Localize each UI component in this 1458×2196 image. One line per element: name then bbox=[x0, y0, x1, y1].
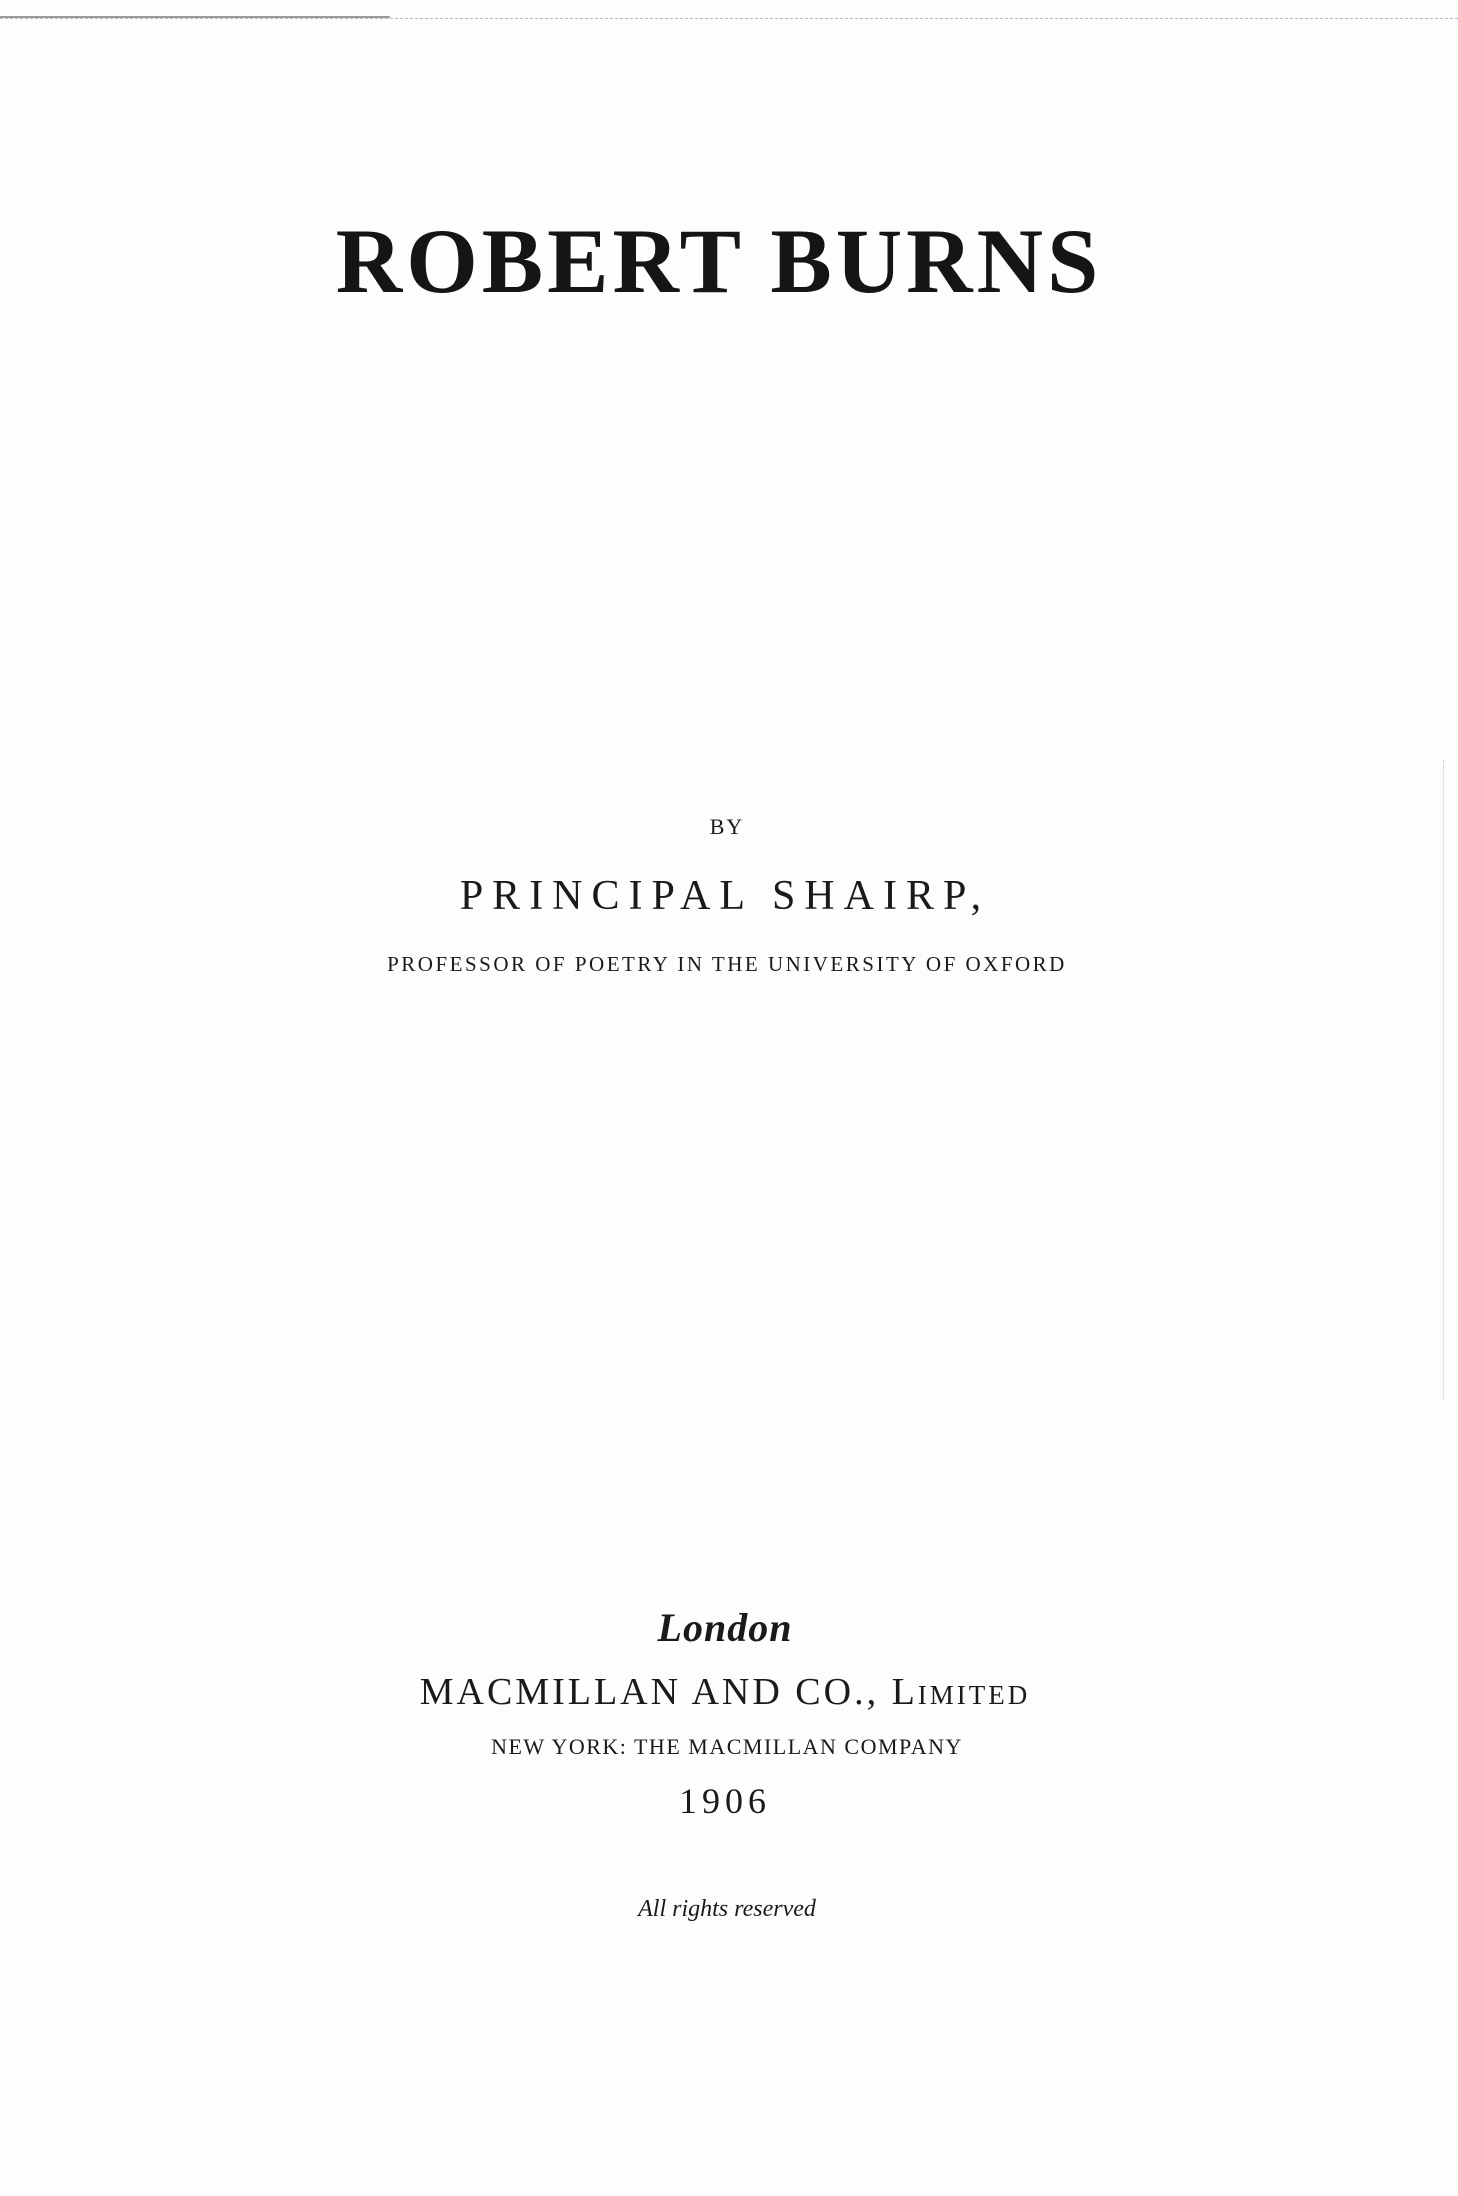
publication-year: 1906 bbox=[679, 1781, 771, 1821]
by-line: BY bbox=[709, 814, 745, 839]
author-affiliation: PROFESSOR OF POETRY IN THE UNIVERSITY OF OXFORD bbox=[387, 952, 1067, 976]
author-name: PRINCIPAL SHAIRP, bbox=[459, 873, 991, 919]
book-title: ROBERT BURNS bbox=[335, 210, 1103, 312]
imprint-city: London bbox=[657, 1605, 793, 1650]
rights-notice: All rights reserved bbox=[638, 1896, 816, 1922]
publisher-name bbox=[0, 1670, 1454, 1714]
right-edge-speckle bbox=[1443, 760, 1444, 1400]
new-york-imprint: NEW YORK: THE MACMILLAN COMPANY bbox=[491, 1734, 963, 1759]
top-rule-dashed bbox=[0, 18, 1458, 19]
publisher-suffix: Limited bbox=[891, 1671, 1031, 1713]
publisher-main: MACMILLAN AND CO., bbox=[419, 1671, 892, 1713]
